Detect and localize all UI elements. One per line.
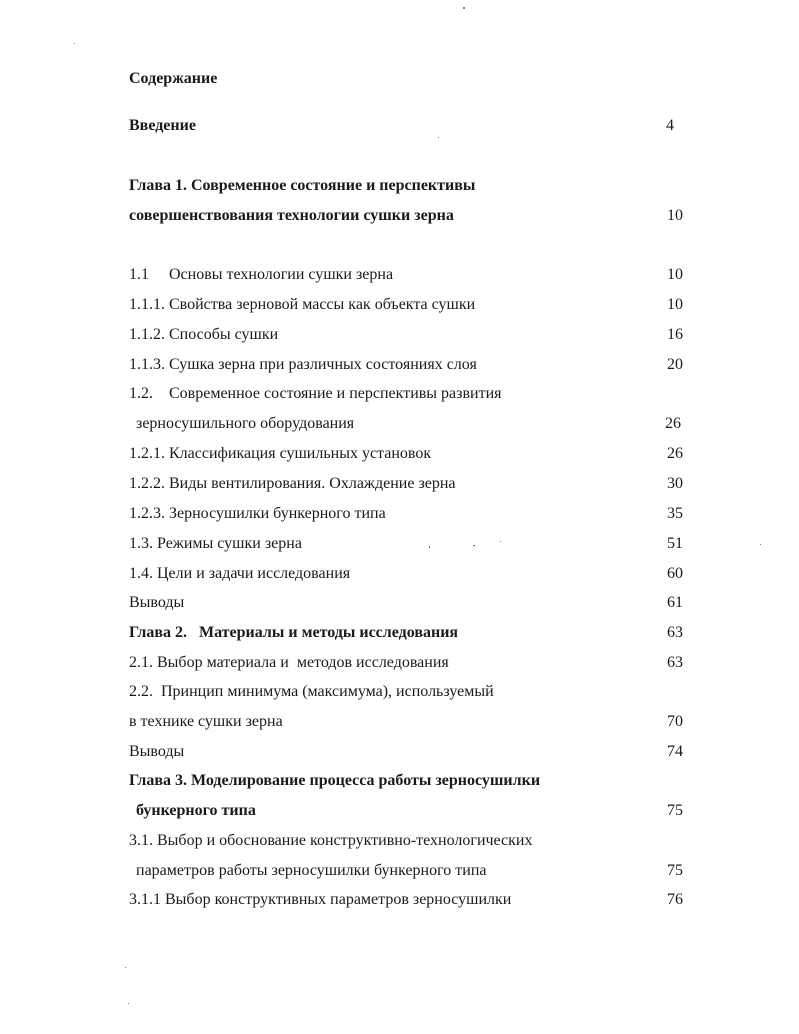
- toc-entry-text: 3.1. Выбор и обоснование конструктивно-технологических: [129, 832, 533, 849]
- toc-entry-page: 20: [667, 356, 683, 373]
- scan-speck: [500, 541, 501, 542]
- toc-entry-text: Выводы: [129, 743, 185, 760]
- toc-entry-text: Глава 2. Материалы и методы исследования: [129, 624, 459, 641]
- toc-entry-text: Глава 1. Современное состояние и перспективы: [129, 177, 476, 194]
- toc-entry-page: 75: [667, 802, 683, 819]
- toc-entry-page: 74: [667, 743, 683, 760]
- toc-entry-text: 1.1.3. Сушка зерна при различных состояниях слоя: [129, 356, 477, 373]
- toc-entry-text: зерносушильного оборудования: [136, 415, 355, 432]
- scan-speck: [429, 546, 430, 548]
- toc-entry-page: 30: [667, 475, 683, 492]
- toc-entry-page: 51: [667, 535, 683, 552]
- toc-entry-text: Введение: [129, 117, 196, 134]
- toc-title: Содержание: [129, 70, 218, 87]
- toc-entry-page: 26: [667, 445, 683, 462]
- toc-entry-text: в технике сушки зерна: [129, 713, 283, 730]
- toc-entry-text: 1.4. Цели и задачи исследования: [129, 565, 351, 582]
- toc-entry-text: Выводы: [129, 594, 185, 611]
- scan-speck: [760, 544, 761, 545]
- toc-entry-page: 16: [667, 326, 683, 343]
- toc-entry-text: 1.1 Основы технологии сушки зерна: [129, 266, 394, 283]
- toc-entry-text: совершенствования технологии сушки зерна: [129, 207, 454, 224]
- toc-entry-text: 1.2.2. Виды вентилирования. Охлаждение зерна: [129, 475, 456, 492]
- scan-speck: [438, 137, 439, 138]
- toc-entry-page: 10: [667, 266, 683, 283]
- scan-speck: [125, 967, 126, 968]
- toc-entry-text: бункерного типа: [136, 802, 256, 819]
- scan-speck: [473, 545, 475, 546]
- toc-entry-page: 35: [667, 505, 683, 522]
- toc-entry-text: 2.2. Принцип минимума (максимума), используемый: [129, 683, 494, 700]
- toc-entry-page: 4: [666, 117, 674, 134]
- toc-entry-text: 1.1.2. Способы сушки: [129, 326, 279, 343]
- scan-speck: [463, 7, 465, 9]
- toc-entry-page: 75: [667, 862, 683, 879]
- toc-entry-text: 2.1. Выбор материала и методов исследования: [129, 654, 449, 671]
- toc-entry-text: 1.2.1. Классификация сушильных установок: [129, 445, 432, 462]
- toc-entry-page: 70: [667, 713, 683, 730]
- toc-entry-page: 10: [667, 296, 683, 313]
- toc-entry-page: 63: [667, 624, 683, 641]
- toc-entry-text: 1.2.3. Зерносушилки бункерного типа: [129, 505, 386, 522]
- toc-entry-text: 1.1.1. Свойства зерновой массы как объекта сушки: [129, 296, 476, 313]
- toc-entry-text: 1.2. Современное состояние и перспективы развития: [129, 385, 502, 402]
- scan-speck: [128, 1003, 129, 1004]
- toc-entry-text: параметров работы зерносушилки бункерного типа: [136, 862, 487, 879]
- toc-entry-text: 1.3. Режимы сушки зерна: [129, 535, 302, 552]
- toc-entry-page: 61: [667, 594, 683, 611]
- toc-entry-page: 63: [667, 654, 683, 671]
- toc-entry-text: 3.1.1 Выбор конструктивных параметров зерносушилки: [129, 891, 512, 908]
- toc-entry-text: Глава 3. Моделирование процесса работы зерносушилки: [129, 772, 541, 789]
- toc-entry-page: 10: [667, 207, 683, 224]
- toc-entry-page: 76: [667, 891, 683, 908]
- toc-entry-page: 26: [665, 415, 681, 432]
- scan-speck: [74, 43, 75, 44]
- toc-entry-page: 60: [667, 565, 683, 582]
